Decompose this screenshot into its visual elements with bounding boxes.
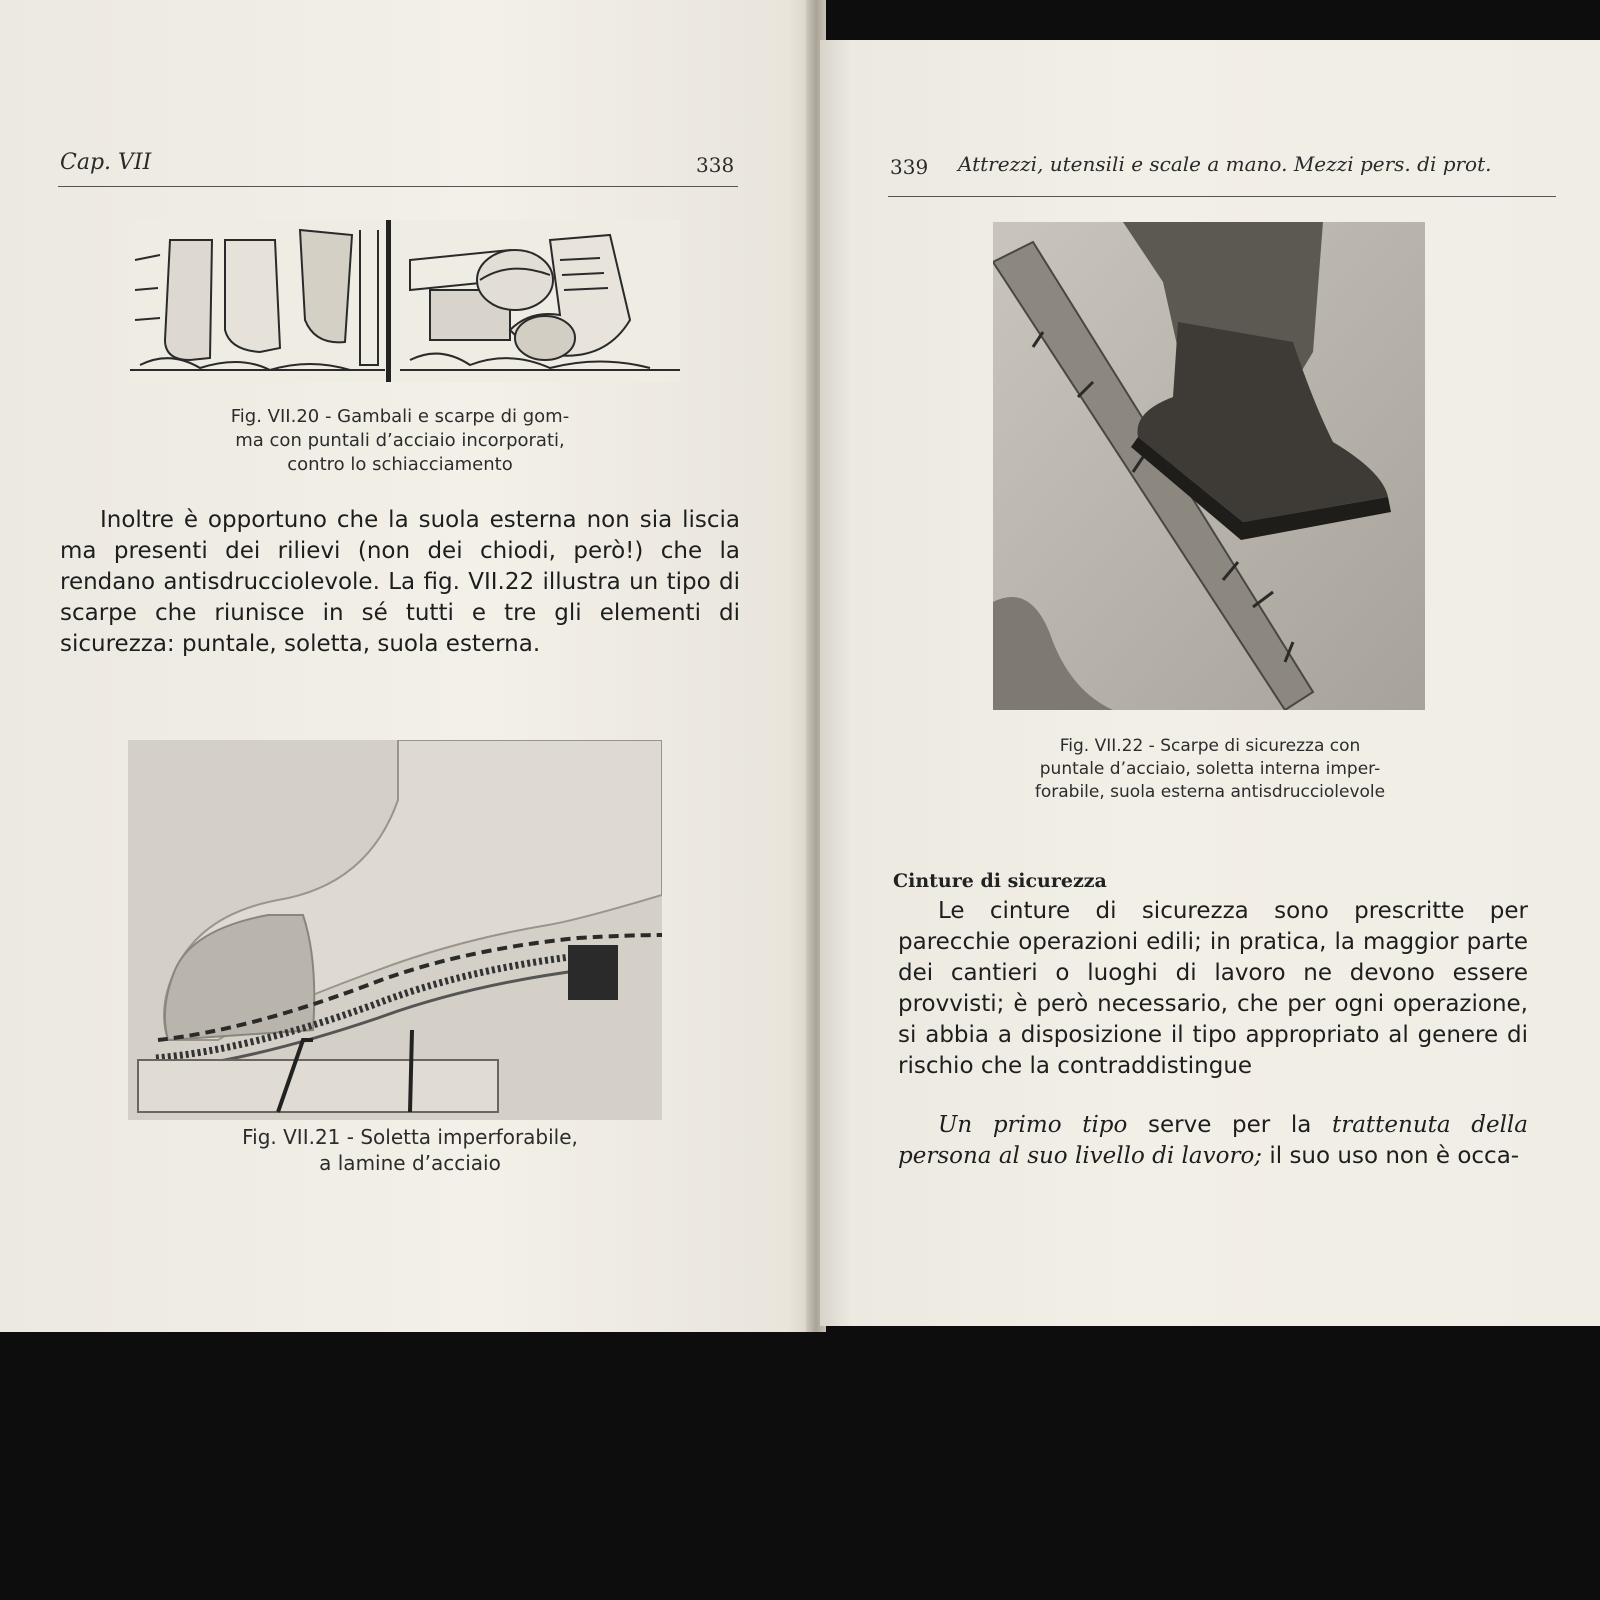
fig-20-caption-line: Fig. VII.20 - Gambali e scarpe di gom-: [230, 406, 570, 427]
page-number-left: 338: [696, 153, 735, 177]
header-rule-left: [58, 186, 738, 187]
italic-text: trattenuta della persona al suo livello di lavoro;: [898, 1112, 1528, 1169]
fig-21-caption-line: a lamine d’acciaio: [319, 1151, 501, 1175]
fig-22-caption: [990, 735, 1430, 804]
page-number-right: 339: [890, 155, 929, 179]
left-paragraph: Inoltre è opportuno che la suola esterna non sia liscia ma presenti dei rilievi (non dei chiodi, però!) che la rendano antisdrucciolevole. La fig. VII.22 illustra un tipo di scarpe che riunisce in sé tutti e tre gli elementi di sicurezza: puntale, soletta, suola esterna.: [60, 507, 740, 657]
right-paragraph-2: [898, 1110, 1528, 1172]
fig-22-photo: [993, 222, 1425, 710]
header-rule-right: [888, 196, 1556, 197]
body-text: il suo uso non è occa-: [1262, 1143, 1520, 1169]
fig-21-caption: [150, 1124, 670, 1176]
fig-21-illustration: [128, 740, 662, 1120]
fig-21-caption-line: Fig. VII.21 - Soletta imperforabile,: [242, 1125, 578, 1149]
body-text: serve per la: [1127, 1112, 1332, 1138]
fig-22-caption-line: Fig. VII.22 - Scarpe di sicurezza con: [1059, 736, 1361, 756]
fig-22-caption-line: puntale d’acciaio, soletta interna imper-: [1039, 759, 1381, 779]
running-head-left: Cap. VII: [60, 150, 152, 175]
running-head-right: Attrezzi, utensili e scale a mano. Mezzi pers. di prot.: [958, 152, 1492, 176]
fig-20-caption-line: ma con puntali d’acciaio incorporati,: [235, 430, 565, 451]
fig-20-caption: [130, 405, 670, 477]
divider: [386, 220, 391, 382]
fig-20-caption-line: contro lo schiacciamento: [287, 454, 513, 475]
right-paragraph-1: Le cinture di sicurezza sono prescritte per parecchie operazioni edili; in pratica, la maggior parte dei cantieri o luoghi di lavoro ne devono essere provvisti; è però necessario, che per ogni operazione, si abbia a disposizione il tipo appropriato al genere di rischio che la contraddistingue: [898, 898, 1528, 1079]
section-title: Cinture di sicurezza: [893, 870, 1107, 892]
italic-text: Un primo tipo: [938, 1112, 1128, 1138]
fig-20-illustration: [130, 220, 680, 382]
fig-22-caption-line: forabile, suola esterna antisdrucciolevole: [1034, 782, 1386, 802]
